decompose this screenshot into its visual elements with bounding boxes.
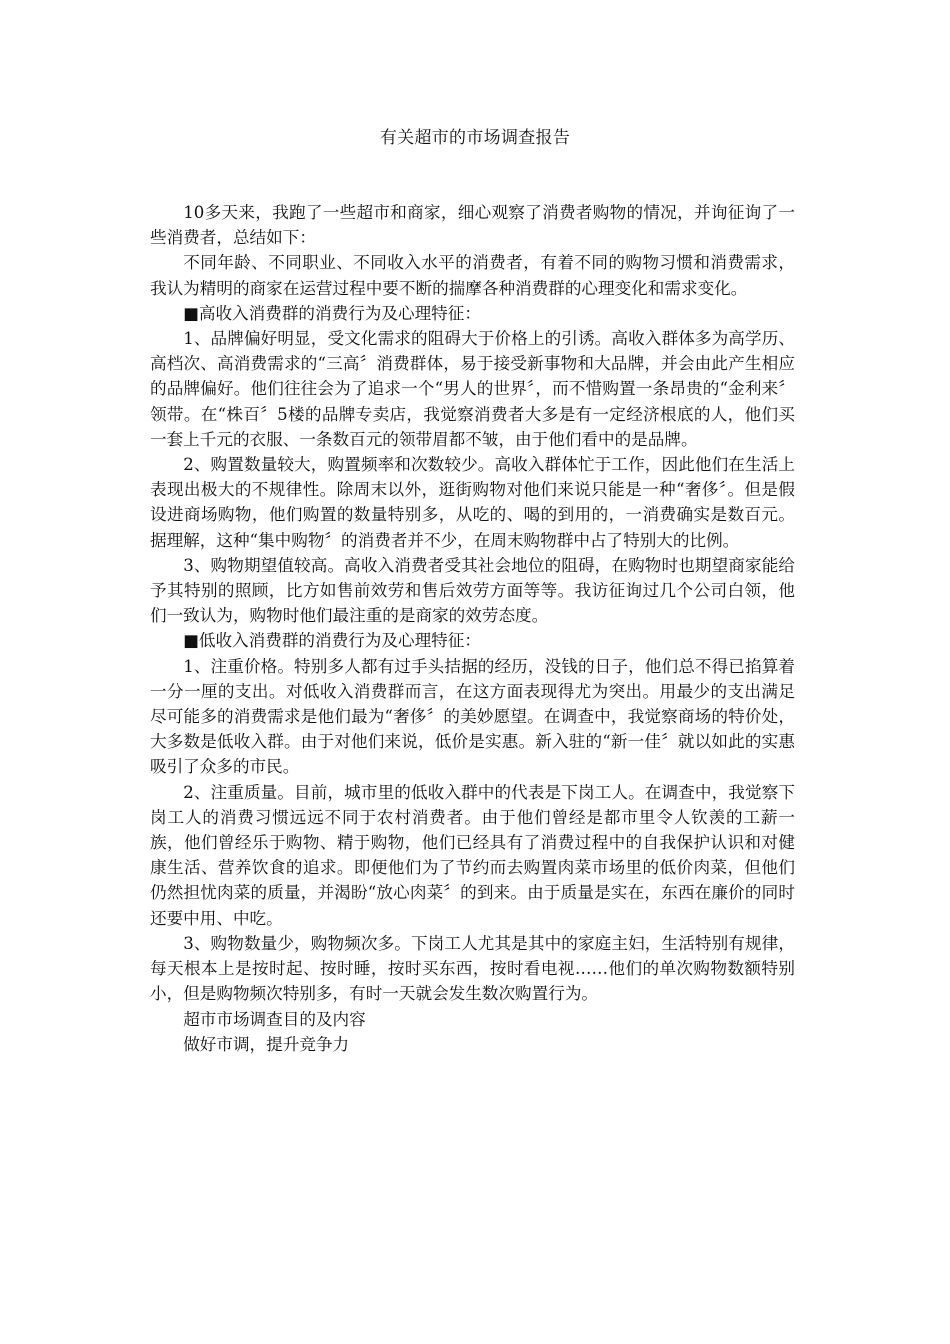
document-body (150, 200, 795, 1057)
paragraph: 不同年龄、不同职业、不同收入水平的消费者，有着不同的购物习惯和消费需求，我认为精明的商家在运营过程中要不断的揣摩各种消费群的心理变化和需求变化。 (150, 253, 795, 298)
section-heading: ■低收入消费群的消费行为及心理特征： (183, 631, 481, 651)
document-title: 有关超市的市场调查报告 (379, 128, 571, 148)
paragraph: 做好市调，提升竞争力 (183, 1034, 350, 1054)
paragraph: 3、购物数量少，购物频次多。下岗工人尤其是其中的家庭主妇，生活特别有规律，每天根本上是按时起、按时睡，按时买东西，按时看电视……他们的单次购物数额特别小，但是购物频次特别多，有时一天就会发生数次购置行为。 (150, 933, 795, 1004)
paragraph: 1、品牌偏好明显，受文化需求的阻碍大于价格上的引诱。高收入群体多为高学历、高档次、高消费需求的“三高〞消费群体，易于接受新事物和大品牌，并会由此产生相应的品牌偏好。他们往往会为了追求一个“男人的世界〞，而不惜购置一条昂贵的“金利来〞领带。在“株百〞5楼的品牌专卖店，我觉察消费者大多是有一定经济根底的人，他们买一套上千元的衣服、一条数百元的领带眉都不皱，由于他们看中的是品牌。 (150, 329, 795, 449)
paragraph: 2、注重质量。目前，城市里的低收入群中的代表是下岗工人。在调查中，我觉察下岗工人的消费习惯远远不同于农村消费者。由于他们曾经是都市里令人钦羡的工薪一族，他们曾经乐于购物、精于购物，他们已经具有了消费过程中的自我保护认识和对健康生活、营养饮食的追求。即便他们为了节约而去购置肉菜市场里的低价肉菜，但他们仍然担忧肉菜的质量，并渴盼“放心肉菜〞的到来。由于质量是实在，东西在廉价的同时还要中用、中吃。 (150, 782, 795, 928)
section-heading: ■高收入消费群的消费行为及心理特征： (183, 303, 481, 323)
paragraph: 超市市场调查目的及内容 (183, 1009, 366, 1029)
paragraph: 1、注重价格。特别多人都有过手头拮据的经历，没钱的日子，他们总不得已掐算着一分一厘的支出。对低收入消费群而言，在这方面表现得尤为突出。用最少的支出满足尽可能多的消费需求是他们最为“奢侈〞的美妙愿望。在调查中，我觉察商场的特价处，大多数是低收入群。由于对他们来说，低价是实惠。新入驻的“新一佳〞就以如此的实惠吸引了众多的市民。 (150, 656, 795, 777)
paragraph: 2、购置数量较大，购置频率和次数较少。高收入群体忙于工作，因此他们在生活上表现出极大的不规律性。除周末以外，逛街购物对他们来说只能是一种“奢侈〞。但是假设进商场购物，他们购置的数量特别多，从吃的、喝的到用的，一消费确实是数百元。据理解，这种“集中购物〞的消费者并不少，在周末购物群中占了特别大的比例。 (150, 455, 795, 550)
paragraph: 3、购物期望值较高。高收入消费者受其社会地位的阻碍，在购物时也期望商家能给予其特别的照顾，比方如售前效劳和售后效劳方面等等。我访征询过几个公司白领，他们一致认为，购物时他们最注重的是商家的效劳态度。 (150, 555, 795, 626)
paragraph: 10多天来，我跑了一些超市和商家，细心观察了消费者购物的情况，并询征询了一些消费者，总结如下： (150, 203, 795, 248)
